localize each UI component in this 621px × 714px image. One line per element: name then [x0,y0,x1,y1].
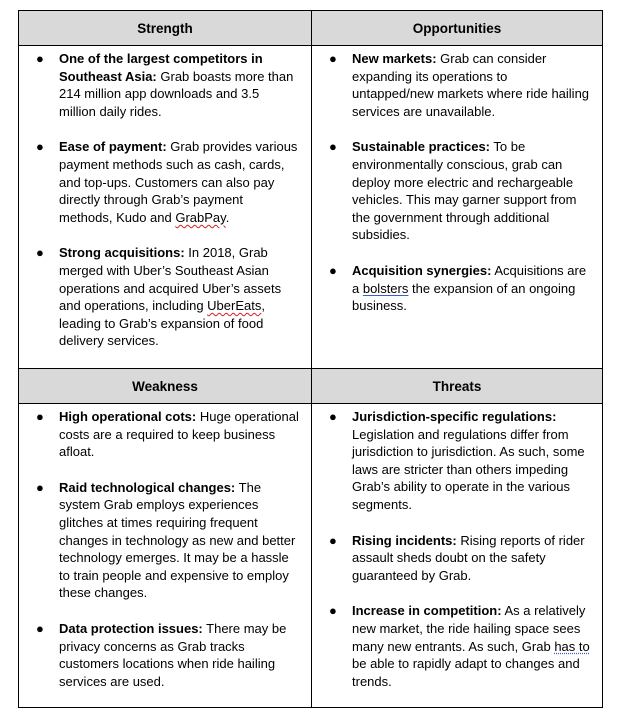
threats-cell [312,404,603,708]
bullet-icon: ● [329,409,337,424]
item-text: To be environmentally conscious, grab can deploy more electric and rechargeable vehicles. This may garner support from the government through additional subsidies. [352,139,577,243]
content-row-bottom [19,404,603,708]
item-text: As a relatively new market, the ride hailing space sees many new entrants. As such, Grab [352,603,586,654]
item-text: There may be privacy concerns as Grab tracks customers locations when ride hailing services are used. [59,620,287,689]
item-title: Raid technological changes: [59,479,236,495]
list-item [36,244,299,350]
bullet-icon: ● [329,603,337,619]
list-item [329,408,590,514]
item-title: Strong acquisitions: [59,245,185,261]
list-item [329,262,590,315]
swot-table [18,10,603,708]
spellcheck-word[interactable]: UberEats [207,298,262,314]
list-item [36,620,299,690]
header-row-bottom [19,369,603,404]
item-title: Ease of payment: [59,139,167,155]
grammar-flagged-word[interactable]: bolsters [362,280,409,296]
bullet-icon: ● [36,51,44,66]
weakness-header: Weakness [19,369,312,404]
item-title: New markets: [352,51,437,66]
bullet-icon: ● [36,620,44,636]
item-text-end: the expansion of an ongoing business. [352,280,576,314]
item-title: Sustainable practices: [352,139,490,155]
item-text: Rising reports of rider assault sheds doubt on the safety guaranteed by Grab. [352,532,585,583]
list-item [329,602,590,690]
weakness-cell [19,404,312,708]
item-title: Jurisdiction-specific regulations: [352,409,557,424]
opportunities-list [312,46,602,315]
header-row-top [19,11,603,46]
strength-cell [19,46,312,369]
list-item [36,479,299,602]
list-item [36,50,299,120]
item-title: One of the largest competitors in Southeast Asia: [59,51,263,84]
opportunities-header: Opportunities [312,11,603,46]
list-item [36,138,299,226]
item-title: Increase in competition: [352,603,502,619]
strength-list [19,46,311,350]
threats-list [312,404,602,690]
item-title: Acquisition synergies: [352,262,492,278]
opportunities-cell [312,46,603,369]
item-title: High operational cots: [59,409,197,424]
item-text-end: be able to rapidly adapt to changes and trends. [352,656,580,689]
item-text: Grab can consider expanding its operations to untapped/new markets where ride hailing services are unavailable. [352,51,590,119]
list-item [329,532,590,585]
item-title: Rising incidents: [352,532,457,548]
list-item [36,408,299,461]
bullet-icon: ● [36,245,44,261]
spellcheck-word[interactable]: GrabPay [175,209,226,225]
content-row-top [19,46,603,369]
item-text-end: , leading to Grab’s expansion of food delivery services. [59,298,265,349]
item-text: Grab boasts more than 214 million app downloads and 3.5 million daily rides. [59,68,294,119]
list-item [329,50,590,120]
item-text: Legislation and regulations differ from jurisdiction to jurisdiction. As such, some laws are stricter than others impeding Grab’s ability to operate in the various segments. [352,426,585,512]
threats-header: Threats [312,369,603,404]
bullet-icon: ● [329,51,337,66]
item-text: Grab provides various payment methods such as cash, cards, and top-ups. Customers can also pay directly through Grab’s payment methods, Kudo and [59,139,298,225]
item-title: Data protection issues: [59,620,203,636]
bullet-icon: ● [329,532,337,548]
bullet-icon: ● [36,409,44,424]
weakness-list [19,404,311,690]
list-item [329,138,590,244]
item-text: The system Grab employs experiences glitches at times requiring frequent changes in technology as new and better technology emerges. It may be a hassle to train people and expensive to employ these changes. [59,479,296,601]
grammar-flagged-word[interactable]: has to [554,638,590,654]
item-text-end: . [225,209,230,225]
item-text: In 2018, Grab merged with Uber’s Southeast Asian operations and acquired Uber’s assets and operations, including [59,245,282,314]
bullet-icon: ● [36,479,44,495]
item-text: Huge operational costs are a required to keep business afloat. [59,409,299,460]
bullet-icon: ● [36,139,44,155]
item-text: Acquisitions are a [352,262,587,296]
bullet-icon: ● [329,139,337,155]
strength-header: Strength [19,11,312,46]
bullet-icon: ● [329,262,337,278]
